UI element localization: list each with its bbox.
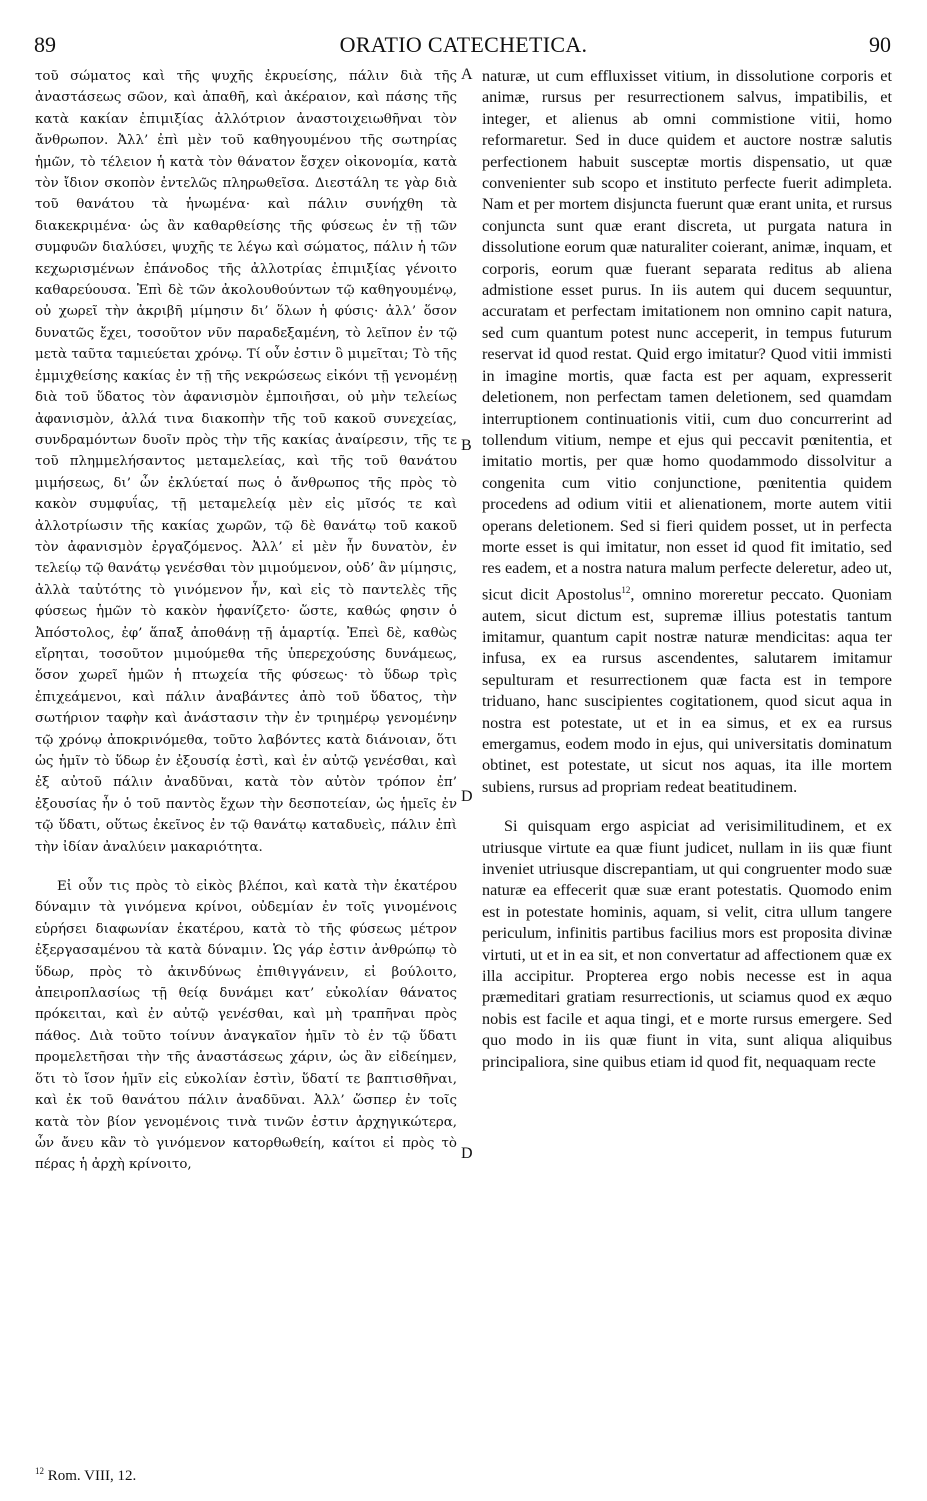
footnote-text: Rom. VIII, 12. bbox=[47, 1468, 137, 1484]
latin-column bbox=[482, 66, 892, 1073]
margin-marker-a: A bbox=[461, 66, 473, 83]
footnote-number: 12 bbox=[35, 1466, 44, 1476]
footnote-reference: 12 bbox=[621, 584, 631, 595]
footnote bbox=[35, 1466, 136, 1485]
greek-column bbox=[35, 66, 457, 1176]
page-header bbox=[0, 32, 927, 62]
greek-paragraph-1: τοῦ σώματος καὶ τῆς ψυχῆς ἐκρυείσης, πάλιν διὰ τῆς ἀναστάσεως σῶον, καὶ ἀπαθῆ, καὶ ἀκέραιον, καὶ πάσης τῆς κατὰ κακίαν ἐπιμιξίας ἀλλότριον ἀναστοιχειωθῆναι τὸν ἄνθρωπον. Ἀλλ’ ἐπὶ μὲν τοῦ καθηγουμένου τῆς σωτηρίας ἡμῶν, τὸ τέλειον ἡ κατὰ τὸν θάνατον ἔσχεν οἰκονομία, κατὰ τὸν ἴδιον σκοπὸν ἐντελῶς πληρωθεῖσα. Διεστάλη τε γὰρ διὰ τοῦ θανάτου τὰ ἡνωμένα· καὶ πάλιν συνήχθη τὰ διακεκριμένα· ὡς ἂν καθαρθείσης τῆς φύσεως ἐν τῇ τῶν συμφυῶν διαλύσει, ψυχῆς τε λέγω καὶ σώματος, πάλιν ἡ τῶν κεχωρισμένων ἐπάνοδος τῆς ἀλλοτρίας ἐπιμιξίας γένοιτο καθαρεύουσα. Ἐπὶ δὲ τῶν ἀκολουθούντων τῷ καθηγουμένῳ, οὐ χωρεῖ τὴν ἀκριβῆ μίμησιν δι’ ὅλων ἡ φύσις· ἀλλ’ ὅσον δυνατῶς ἔχει, τοσοῦτον νῦν παραδεξαμένη, τὸ λεῖπον ἐν τῷ μετὰ ταῦτα ταμιεύεται χρόνῳ. Τί οὖν ἐστιν ὃ μιμεῖται; Τὸ τῆς ἐμμιχθείσης κακίας ἐν τῇ τῆς νεκρώσεως εἰκόνι τῇ γενομένῃ διὰ τοῦ ὕδατος τὸν ἀφανισμὸν ἐμποιῆσαι, οὐ μὴν τελείως ἀφανισμὸν, ἀλλά τινα διακοπὴν τῆς τοῦ κακοῦ συνεχείας, συνδραμόντων δυοῖν πρὸς τὴν τῆς κακίας ἀναίρεσιν, τῆς τε τοῦ πλημμελήσαντος μεταμελείας, καὶ τῆς τοῦ θανάτου μιμήσεως, δι’ ὧν ἐκλύεταί πως ὁ ἄνθρωπος τῆς πρὸς τὸ κακὸν συμφυΐας, τῇ μεταμελείᾳ μὲν εἰς μῖσός τε καὶ ἀλλοτρίωσιν τῆς κακίας χωρῶν, τῷ δὲ θανάτῳ τοῦ κακοῦ τὸν ἀφανισμὸν ἐργαζόμενος. Ἀλλ’ εἰ μὲν ἦν δυνατὸν, ἐν τελείῳ τῷ θανάτῳ γενέσθαι τὸν μιμούμενον, οὐδ’ ἂν μίμησις, ἀλλὰ ταὐτότης τὸ γινόμενον ἦν, καὶ εἰς τὸ παντελὲς τῆς φύσεως ἡμῶν τὸ κακὸν ἠφανίζετο· ὥστε, καθώς φησιν ὁ Ἀπόστολος, ἐφ’ ἅπαξ ἀποθάνῃ τῇ ἁμαρτίᾳ. Ἐπεὶ δὲ, καθὼς εἴρηται, τοσοῦτον μιμούμεθα τῆς ὑπερεχούσης δυνάμεως, ὅσον χωρεῖ ἡμῶν ἡ πτωχεία τῆς φύσεως· τὸ ὕδωρ τρὶς ἐπιχεάμενοι, καὶ πάλιν ἀναβάντες ἀπὸ τοῦ ὕδατος, τὴν σωτήριον ταφὴν καὶ ἀνάστασιν τὴν ἐν τριημέρῳ γενομένην τῷ χρόνῳ ἀποκρινόμεθα, τοῦτο λαβόντες κατὰ διάνοιαν, ὅτι ὡς ἡμῖν τὸ ὕδωρ ἐν ἐξουσίᾳ ἐστὶ, καὶ ἐν αὐτῷ γενέσθαι, καὶ ἐξ αὐτοῦ πάλιν ἀναδῦναι, κατὰ τὸν αὐτὸν τρόπον ἐπ’ ἐξουσίας ἦν ὁ τοῦ παντὸς ἔχων τὴν δεσποτείαν, ὡς ἡμεῖς ἐν τῷ ὕδατι, οὕτως ἐκεῖνος ἐν τῷ θανάτῳ καταδυεὶς, πάλιν ἐπὶ τὴν ἰδίαν ἀναλύειν μακαριότητα. bbox=[35, 69, 457, 855]
latin-paragraph-1 bbox=[482, 66, 892, 798]
page-number-right: 90 bbox=[869, 32, 891, 57]
margin-marker-d: D bbox=[461, 788, 473, 805]
latin-paragraph-1-part-1: naturæ, ut cum effluxisset vitium, in dissolutione corporis et animæ, rursus per resurrectionem salvus, impatibilis, et integer, et alienus ab omni commistione vitii, homo reformaretur. Sed in duce quidem et auctore nostræ salutis perfectionem habuit susceptæ mortis dispensatio, ut quæ convenienter sub scopo et instituto perfecte fuerit adimpleta. Nam et per mortem disjuncta fuerunt quæ erant unita, et rursus conjuncta sunt quæ erant discreta, ut purgata natura in dissolutione eorum quæ naturaliter coierant, animæ, inquam, et corporis, eorum quæ fuerant separata reditus ab aliena admistione esset purus. In iis autem qui ducem sequuntur, accuratam et perfectam imitationem non omnino capit natura, sed cum quantum potest nunc acceperit, in tempus futurum reservat id quod restat. Quid ergo imitatur? Quod vitii immisti in imagine mortis, quæ facta est per aquam, expresserit deletionem, non perfectam tamen deletionem, sed quamdam interruptionem continuationis vitii, cum duo concurrerint ad tollendum vitium, nempe et ejus qui peccavit pœnitentia, et imitatio mortis, per quæ homo quodammodo dissolvitur a congenita cum vitio conjunctione, pœnitentia quidem procedens ad odium vitii et alienationem, morte autem vitii operans deletionem. Sed si fieri quidem posset, ut in perfecta morte esset is qui imitatur, non esset id quod fit imitatio, sed res eadem, et a nostra natura malum perfecte deleretur, adeo ut, sicut dicit Apostolus bbox=[482, 67, 892, 604]
margin-marker-d-2: D bbox=[461, 1145, 473, 1162]
latin-paragraph-2: Si quisquam ergo aspiciat ad verisimilitudinem, et ex utriusque virtute ea quæ fiunt judicet, nullam in iis quæ fiunt inveniet utriusque discrepantiam, ut qui congruenter modo suæ naturæ ea effecerit quæ suæ erant potestatis. Quomodo enim est in potestate hominis, aquam, si velit, citra ullum tangere periculum, infinitis partibus facilius mors est proposita divinæ virtuti, ut et in ea sit, et non convertatur ad affectionem quæ ex illa accipitur. Propterea ergo nobis necesse est in aqua præmeditari gratiam resurrectionis, ut sciamus quod ex æquo nobis est facile et aqua tingi, et e morte rursus emergere. Sed quo modo in iis quæ fiunt in vita, sunt aliqua aliquibus principaliora, sine quibus etiam id quod fit, nequaquam recte bbox=[482, 817, 892, 1071]
margin-marker-b: B bbox=[461, 437, 472, 454]
page-number-left: 89 bbox=[34, 32, 56, 57]
running-title: ORATIO CATECHETICA. bbox=[339, 32, 588, 57]
greek-paragraph-2: Εἰ οὖν τις πρὸς τὸ εἰκὸς βλέποι, καὶ κατὰ τὴν ἑκατέρου δύναμιν τὰ γινόμενα κρίνοι, οὐδεμίαν ἐν τοῖς γινομένοις εὑρήσει διαφωνίαν ἑκατέρου, κατὰ τὸ τῆς φύσεως μέτρον ἐξεργασαμένου τὰ κατὰ δύναμιν. Ὡς γάρ ἐστιν ἀνθρώπῳ τὸ ὕδωρ, πρὸς τὸ ἀκινδύνως ἐπιθιγγάνειν, εἰ βούλοιτο, ἀπειροπλασίως τῇ θείᾳ δυνάμει κατ’ εὐκολίαν θάνατος πρόκειται, καὶ ἐν αὐτῷ γενέσθαι, καὶ μὴ τραπῆναι πρὸς πάθος. Διὰ τοῦτο τοίνυν ἀναγκαῖον ἡμῖν τὸ ἐν τῷ ὕδατι προμελετῆσαι τὴν τῆς ἀναστάσεως χάριν, ὡς ἂν εἰδείημεν, ὅτι τὸ ἴσον ἡμῖν εἰς εὐκολίαν ἐστὶν, ὕδατί τε βαπτισθῆναι, καὶ ἐκ τοῦ θανάτου πάλιν ἀναδῦναι. Ἀλλ’ ὥσπερ ἐν τοῖς κατὰ τὸν βίον γενομένοις τινὰ τινῶν ἐστιν ἀρχηγικώτερα, ὧν ἄνευ κἂν τὸ γινόμενον κατορθωθείη, καίτοι εἰ πρὸς τὸ πέρας ἡ ἀρχὴ κρίνοιτο, bbox=[35, 879, 457, 1173]
latin-paragraph-1-part-2: , omnino moreretur peccato. Quoniam autem, sicut dictum est, supremæ illius potestatis tantum imitamur, quantum capit nostræ naturæ mendicitas: aqua ter infusa, ex ea rursus ascendentes, salutarem imitamur sepulturam et resurrectionem quæ facta est in tempore triduano, hanc suscipientes cogitationem, quod sicut aqua in nostra est potestate, ut et in ea simus, et ex ea rursus emergamus, eodem modo in ejus, qui universitatis dominatum obtinet, est potestate, ut sicut nos aquas, ita ille mortem subiens, rursus ad propriam redeat beatitudinem. bbox=[482, 585, 892, 796]
